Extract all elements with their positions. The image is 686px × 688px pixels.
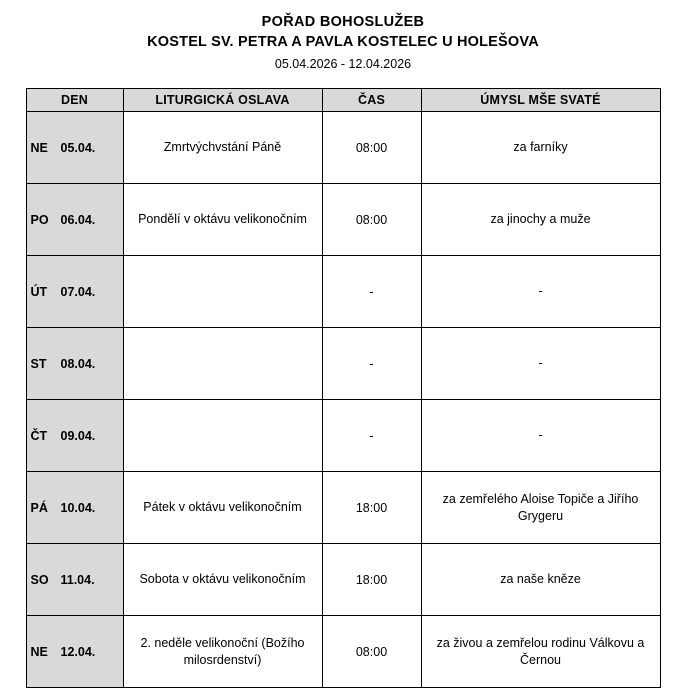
cell-intention: za zemřelého Aloise Topiče a Jiřího Grygeru [421,472,660,544]
table-row [26,472,660,544]
cell-time: 18:00 [322,544,421,616]
cell-time: - [322,328,421,400]
cell-intention: za jinochy a muže [421,184,660,256]
cell-time: 08:00 [322,112,421,184]
date-range: 05.04.2026 - 12.04.2026 [274,57,412,71]
cell-intention: - [421,400,660,472]
day-date: 09.04. [60,428,96,443]
cell-time: - [322,400,421,472]
table-row [26,616,660,688]
page-subtitle: KOSTEL SV. PETRA A PAVLA KOSTELEC U HOLEŠOVA [147,34,539,50]
cell-celebration [123,256,322,328]
cell-intention: za živou a zemřelou rodinu Válkovu a Černou [421,616,660,688]
cell-celebration: 2. neděle velikonoční (Božího milosrdenství) [123,616,322,688]
cell-celebration: Sobota v oktávu velikonočním [123,544,322,616]
cell-day [26,184,123,256]
day-date: 11.04. [60,572,95,587]
day-of-week: NE [30,644,48,659]
cell-intention: za naše kněze [421,544,660,616]
column-header-day: DEN [26,89,123,112]
day-of-week: ČT [30,428,48,443]
cell-celebration [123,328,322,400]
column-header-time: ČAS [322,89,421,112]
cell-celebration: Pondělí v oktávu velikonočním [123,184,322,256]
day-date: 07.04. [60,284,96,299]
day-of-week: ST [30,356,47,371]
document-header [0,0,686,74]
day-date: 08.04. [60,356,96,371]
table-row [26,400,660,472]
table-row [26,328,660,400]
day-date: 12.04. [60,644,96,659]
cell-day [26,616,123,688]
day-of-week: ÚT [30,284,48,299]
table-row [26,184,660,256]
column-header-intention: ÚMYSL MŠE SVATÉ [421,89,660,112]
cell-time: 18:00 [322,472,421,544]
cell-day [26,256,123,328]
cell-day [26,472,123,544]
page-title: POŘAD BOHOSLUŽEB [261,14,425,30]
day-of-week: PÁ [30,500,48,515]
day-date: 06.04. [60,212,96,227]
cell-time: - [322,256,421,328]
cell-celebration [123,400,322,472]
table-row [26,112,660,184]
cell-time: 08:00 [322,184,421,256]
cell-intention: za farníky [421,112,660,184]
cell-day [26,328,123,400]
cell-intention: - [421,328,660,400]
cell-celebration: Zmrtvýchvstání Páně [123,112,322,184]
day-of-week: PO [30,212,49,227]
day-of-week: SO [30,572,49,587]
column-header-celebration: LITURGICKÁ OSLAVA [123,89,322,112]
table-row [26,256,660,328]
cell-intention: - [421,256,660,328]
table-row [26,544,660,616]
table-header-row [26,89,660,112]
cell-celebration: Pátek v oktávu velikonočním [123,472,322,544]
day-date: 10.04. [60,500,96,515]
cell-day [26,400,123,472]
day-date: 05.04. [60,140,96,155]
mass-schedule-table [26,88,661,688]
cell-time: 08:00 [322,616,421,688]
day-of-week: NE [30,140,48,155]
cell-day [26,112,123,184]
cell-day [26,544,123,616]
